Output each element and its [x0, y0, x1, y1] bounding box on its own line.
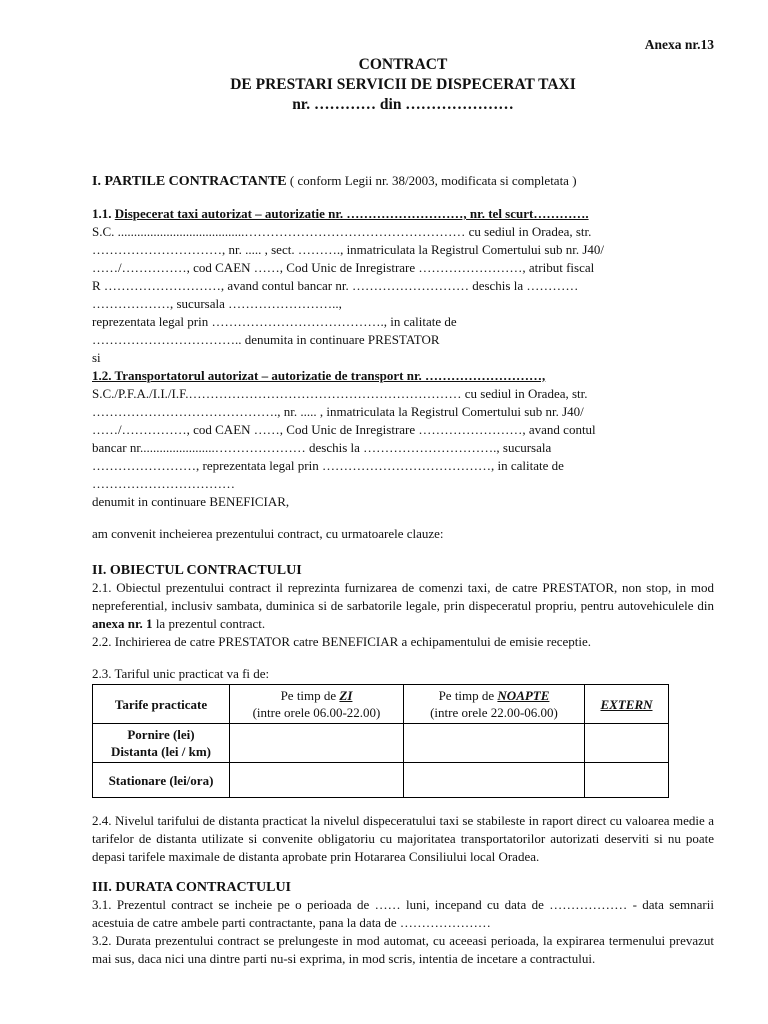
tariff-table	[92, 684, 669, 798]
beneficiar-line-7: denumit in continuare BENEFICIAR,	[92, 494, 290, 509]
subsection-1-1	[92, 205, 714, 223]
distance-label: Distanta (lei / km)	[110, 744, 212, 759]
clause-3-2: 3.2. Durata prezentului contract se prelungeste in mod automat, cu aceeasi perioada, la expirarea termenului prevazut mai sus, daca nici una dintre parti nu-si exprima, in mod scris, intentia de incetare a contractului.	[92, 933, 714, 966]
section1-heading-line	[92, 172, 714, 191]
tariff-cell-day-2[interactable]	[230, 763, 404, 798]
contract-title: CONTRACT	[358, 56, 448, 73]
tariff-row-label-1	[93, 724, 230, 763]
tariff-header-label: Tarife practicate	[93, 685, 230, 724]
prestator-line-4: R ………………………, avand contul bancar nr. ……………………… deschis la …………	[92, 278, 579, 293]
and-connector: si	[92, 350, 101, 365]
contract-number-line: nr. ………… din …………………	[292, 96, 514, 113]
tariff-header-extern: EXTERN	[585, 685, 669, 724]
section1-heading-note: ( conform Legii nr. 38/2003, modificata si completata )	[286, 173, 577, 188]
tariff-row-waiting	[93, 763, 669, 798]
start-label: Pornire (lei)	[127, 727, 195, 742]
night-prefix: Pe timp de	[438, 688, 498, 703]
clause-2-4: 2.4. Nivelul tarifului de distanta practicat la nivelul dispeceratului taxi se stabileste in raport direct cu valoarea medie a tarifelor de distanta utilizate si convenite obligatoriu cu majoritatea transportatorilor autorizati deserviti si nu poate depasi tarifele maximale de distanta aprobate prin Hotararea Consiliului local Oradea.	[92, 813, 714, 864]
beneficiar-line-4: bancar nr.......................………………… deschis la …………………………., sucursala	[92, 440, 552, 455]
beneficiar-line-1: S.C./P.F.A./I.I./I.F.……………………………………………………… cu sediul in Oradea, str.	[92, 386, 588, 401]
tariff-cell-day-1[interactable]	[230, 724, 404, 763]
contract-subtitle: DE PRESTARI SERVICII DE DISPECERAT TAXI	[230, 76, 576, 93]
tariff-cell-night-1[interactable]	[404, 724, 585, 763]
beneficiar-line-5: ……………………, reprezentata legal prin …………………………………, in calitate de	[92, 458, 564, 473]
clause-2-1	[92, 579, 714, 633]
clause-2-3: 2.3. Tariful unic practicat va fi de:	[92, 666, 270, 681]
prestator-line-7: …………………………….. denumita in continuare PRESTATOR	[92, 332, 440, 347]
day-hours: (intre orele 06.00-22.00)	[252, 705, 381, 720]
subsection-1-1-prefix: 1.1.	[92, 206, 115, 221]
prestator-line-5: ………………, sucursala ……………………..,	[92, 296, 342, 311]
tariff-cell-extern-1[interactable]	[585, 724, 669, 763]
section1-heading: I. PARTILE CONTRACTANTE	[92, 174, 287, 189]
prestator-line-1: S.C. .......................................…………………………………………… cu sediul in Oradea, str.	[92, 224, 592, 239]
night-hours: (intre orele 22.00-06.00)	[430, 705, 558, 720]
tariff-cell-extern-2[interactable]	[585, 763, 669, 798]
tariff-header-day	[230, 685, 404, 724]
prestator-line-2: …………………………, nr. ..... , sect. ………., inmatriculata la Registrul Comertului sub nr. J40/	[92, 242, 605, 257]
tariff-row-start-distance	[93, 724, 669, 763]
tariff-row-label-2: Stationare (lei/ora)	[93, 763, 230, 798]
subsection-1-2: 1.2. Transportatorul autorizat – autorizatie de transport nr. ………………………,	[92, 368, 546, 383]
day-prefix: Pe timp de	[280, 688, 340, 703]
annex-label: Anexa nr.13	[644, 37, 714, 52]
tariff-cell-night-2[interactable]	[404, 763, 585, 798]
beneficiar-line-3: ……/……………, cod CAEN ……, Cod Unic de Inregistrare ……………………, avand contul	[92, 422, 596, 437]
tariff-header-night	[404, 685, 585, 724]
beneficiar-line-6: ……………………………	[92, 476, 235, 491]
clause-2-1-text: 2.1. Obiectul prezentului contract il reprezinta furnizarea de comenzi taxi, de catre PRESTATOR, non stop, in mod nepreferential, inclusiv sambata, duminica si de sarbatorile legale, prin dispeceratul propriu, pentru autovehiculele din	[92, 580, 714, 613]
agreement-clause: am convenit incheierea prezentului contract, cu urmatoarele clauze:	[92, 526, 444, 541]
prestator-line-6: reprezentata legal prin …………………………………., in calitate de	[92, 314, 457, 329]
clause-2-1-tail: la prezentul contract.	[152, 616, 266, 631]
clause-2-1-annex-ref: anexa nr. 1	[92, 616, 153, 631]
clause-2-2: 2.2. Inchirierea de catre PRESTATOR catre BENEFICIAR a echipamentului de emisie receptie.	[92, 634, 592, 649]
section3-heading: III. DURATA CONTRACTULUI	[92, 880, 292, 895]
prestator-line-3: ……/……………, cod CAEN ……, Cod Unic de Inregistrare ……………………, atribut fiscal	[92, 260, 595, 275]
clause-3-1: 3.1. Prezentul contract se incheie pe o perioada de …… luni, incepand cu data de ……………… - data semnarii acestuia de catre ambele parti contractante, pana la data de …………………	[92, 897, 714, 930]
subsection-1-1-label: Dispecerat taxi autorizat – autorizatie nr. ………………………, nr. tel scurt………….	[114, 206, 589, 221]
tariff-header-row	[93, 685, 669, 724]
beneficiar-line-2: ……………………………………., nr. ..... , inmatriculata la Registrul Comertului sub nr. J40/	[92, 404, 584, 419]
section2-heading: II. OBIECTUL CONTRACTULUI	[92, 563, 302, 578]
night-label: NOAPTE	[497, 688, 550, 703]
day-label: ZI	[339, 688, 353, 703]
